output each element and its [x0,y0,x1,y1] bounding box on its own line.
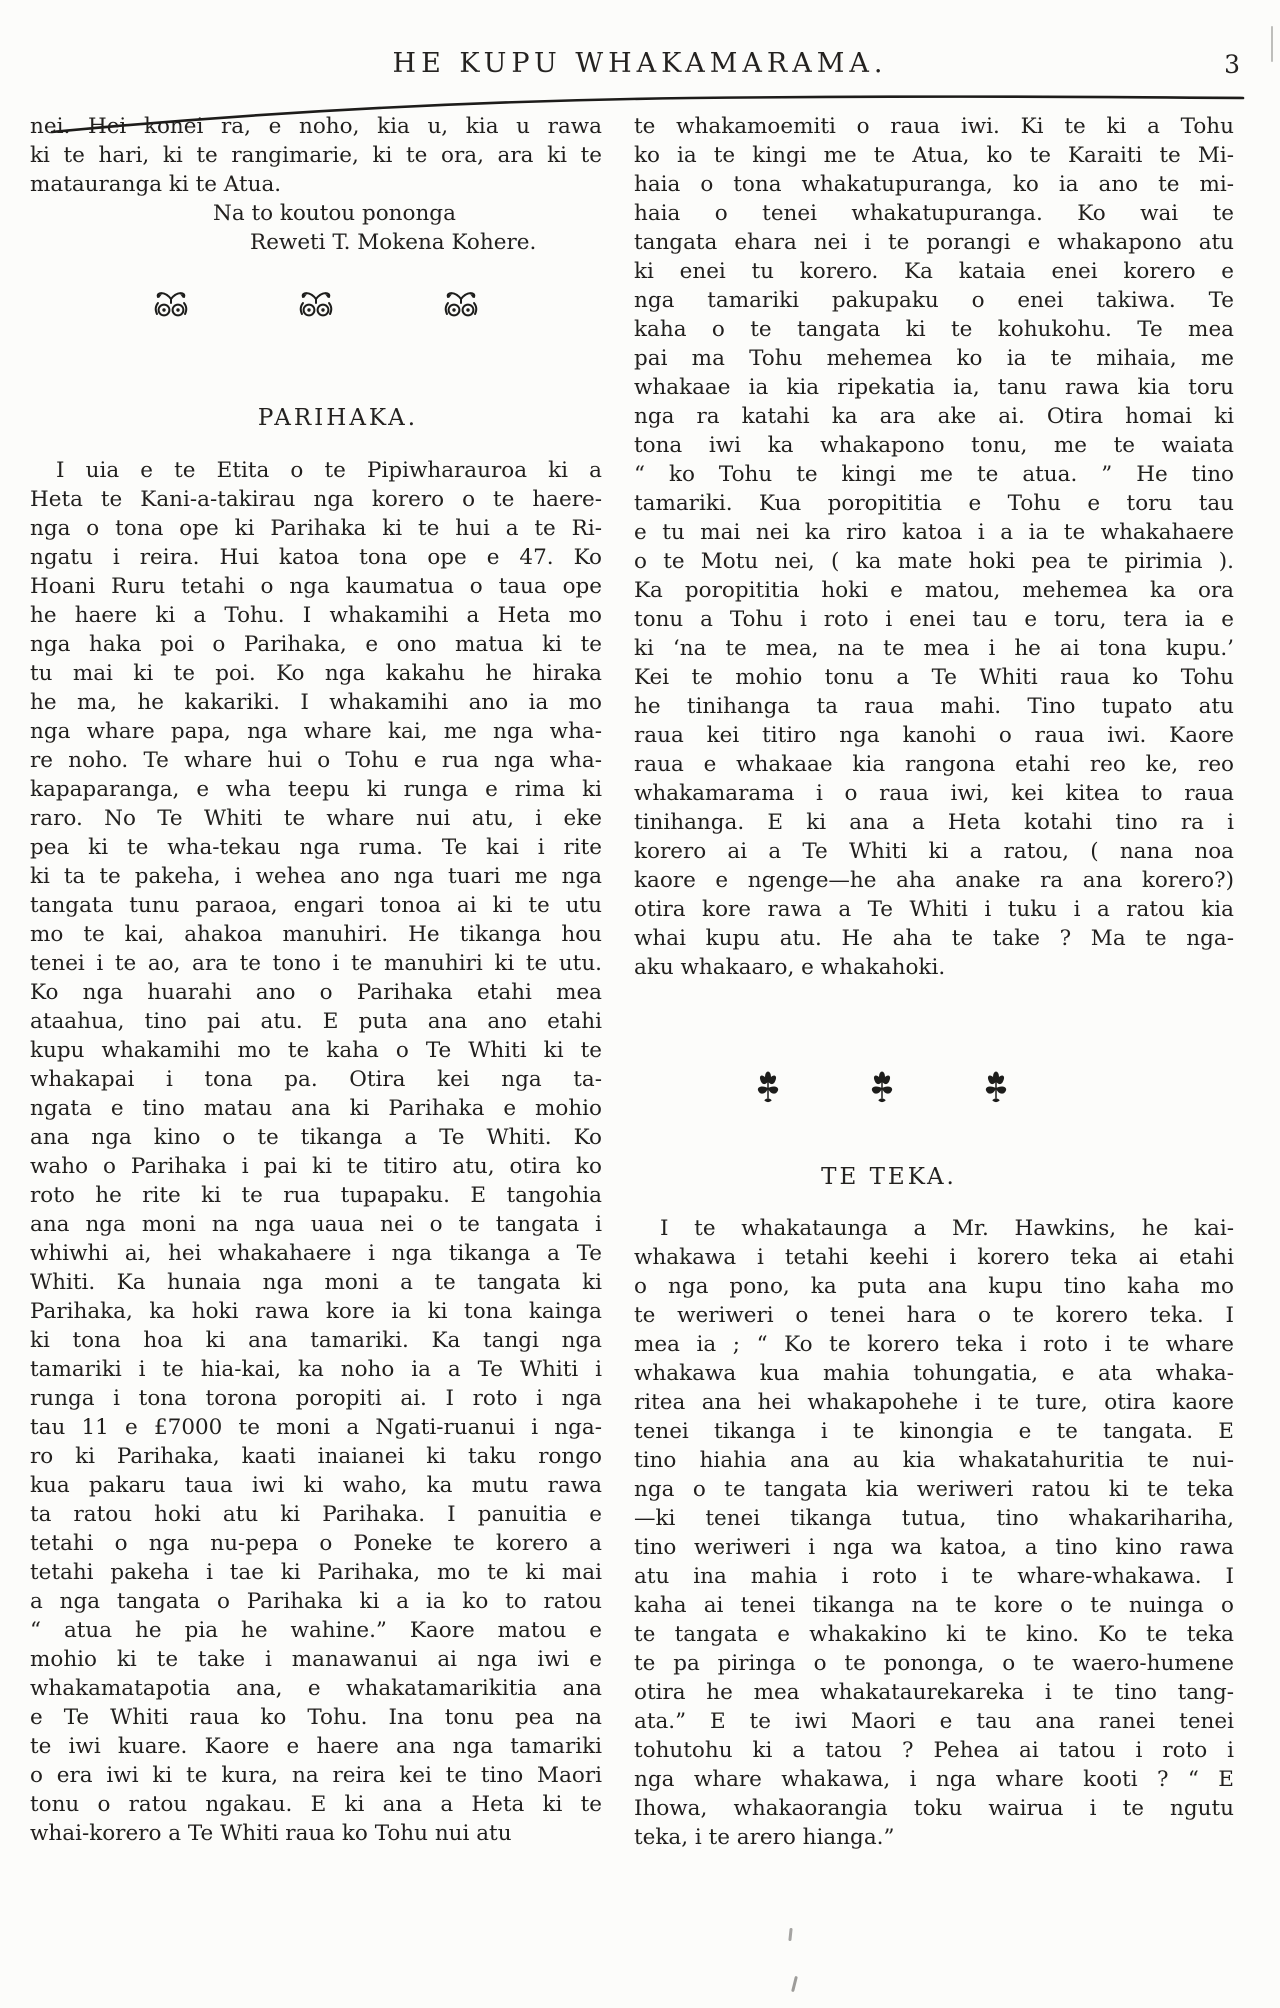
text-line: nei. Hei konei ra, e noho, kia u, kia u rawa [30,114,602,139]
text-line: he ma, he kakariki. I whakamihi ano ia mo [30,690,602,715]
te-teka-paragraph [634,1214,1234,1852]
text-line: kaha ai tenei tikanga na te kore o te nuinga o [634,1593,1234,1618]
scan-speck [788,1928,792,1941]
section-heading-te-teka: TE TEKA. [821,1164,957,1190]
text-line: tamariki. Kua poropititia e Tohu e toru tau [634,491,1234,516]
text-line: whai kupu atu. He aha te take ? Ma te nga- [634,926,1234,951]
text-line: te iwi kuare. Kaore e haere ana nga tamariki [30,1734,602,1759]
text-line: re noho. Te whare hui o Tohu e rua nga wha- [30,748,602,773]
scan-speck [791,1976,798,1992]
text-line: he tinihanga ta raua mahi. Tino tupato atu [634,694,1234,719]
signature-line-2: Reweti T. Mokena Kohere. [250,230,537,255]
text-line: te weriweri o tenei hara o te korero teka. I [634,1303,1234,1328]
text-line: nga tamariki pakupaku o enei takiwa. Te [634,288,1234,313]
text-line: e Te Whiti raua ko Tohu. Ina tonu pea na [30,1705,602,1730]
text-line: roto he rite ki te rua tupapaku. E tangohia [30,1183,602,1208]
text-line: I te whakataunga a Mr. Hawkins, he kai- [660,1216,1234,1241]
right-column [634,112,1234,1852]
text-line: tino weriweri i nga wa katoa, a tino kino rawa [634,1535,1234,1560]
text-line: otira kore rawa a Te Whiti i tuku i a ratou kia [634,897,1234,922]
text-line: haia o tona whakatupuranga, ko ia ano te mi- [634,172,1234,197]
scroll-fleuron-icon [296,286,336,320]
text-line: kapaparanga, e wha teepu ki runga e rima ki [30,777,602,802]
text-line: whakaae ia kia ripekatia ia, tanu rawa kia toru [634,375,1234,400]
text-line: whakapai i tona pa. Otira kei nga ta- [30,1067,602,1092]
text-line: aku whakaaro, e whakahoki. [634,955,946,980]
text-line: mohio ki te take i manawanui ai nga iwi e [30,1647,602,1672]
text-line: Kei te mohio tonu a Te Whiti raua ko Tohu [634,665,1234,690]
text-line: ta ratou hoki atu ki Parihaka. I panuitia e [30,1502,602,1527]
text-line: tau 11 e £7000 te moni a Ngati-ruanui i nga- [30,1415,602,1440]
text-line: e tu mai nei ka riro katoa i a ia te whakahaere [634,520,1234,545]
text-line: tohutohu ki a tatou ? Pehea ai tatou i roto i [634,1738,1234,1763]
section-heading-parihaka: PARIHAKA. [257,405,419,431]
text-line: ro ki Parihaka, kaati inaianei ki taku rongo [30,1444,602,1469]
text-line: tangata ehara nei i te porangi e whakapono atu [634,230,1234,255]
signature-line-1: Na to koutou pononga [213,201,456,226]
text-line: tu mai ki te poi. Ko nga kakahu he hiraka [30,661,602,686]
text-line: ritea ana hei whakapohehe i te ture, otira kaore [634,1390,1234,1415]
text-line: raua e whakaae kia rangona etahi reo ke, reo [634,752,1234,777]
intro-continuation-paragraph [30,112,602,199]
text-line: tonu o ratou ngakau. E ki ana a Heta ki te [30,1792,602,1817]
text-line: nga whare whakawa, i nga whare kooti ? “ E [634,1767,1234,1792]
text-line: otira he mea whakataurekareka i te tino tang- [634,1680,1234,1705]
text-line: korero ai a Te Whiti ki a ratou, ( nana noa [634,839,1234,864]
text-line: waho o Parihaka i pai ki te titiro atu, otira ko [30,1154,602,1179]
text-line: atu ina mahia i roto i te whare-whakawa. I [634,1564,1234,1589]
text-line: Heta te Kani-a-takirau nga korero o te haere- [30,487,602,512]
text-line: he haere ki a Tohu. I whakamihi a Heta mo [30,603,602,628]
flower-fleuron-icon [753,1070,783,1106]
text-line: tangata tunu paraoa, engari tonoa ai ki te utu [30,893,602,918]
text-line: raua kei titiro nga kanohi o raua iwi. Kaore [634,723,1234,748]
text-line: ngatu i reira. Hui katoa tona ope e 47. Ko [30,545,602,570]
text-line: Ka poropititia hoki e matou, mehemea ka ora [634,578,1234,603]
text-line: ki ‘na te mea, na te mea i he ai tona kupu.’ [634,636,1234,661]
text-line: whai-korero a Te Whiti raua ko Tohu nui atu [30,1821,512,1846]
text-line: whakawa i tetahi keehi i korero teka ai etahi [634,1245,1234,1270]
two-column-text [30,112,1234,1852]
text-line: ata.” E te iwi Maori e tau ana ranei tenei [634,1709,1234,1734]
text-line: matauranga ki te Atua. [30,172,282,197]
text-line: tamariki i te hia-kai, ka noho ia a Te Whiti i [30,1357,602,1382]
text-line: teka, i te arero hianga.” [634,1825,895,1850]
flower-fleuron-icon [981,1070,1011,1106]
text-line: ana nga moni na nga uaua nei o te tangata i [30,1212,602,1237]
text-line: Parihaka, ka hoki rawa kore ia ki tona kainga [30,1299,602,1324]
text-line: whakamarama i o raua iwi, kei kitea to raua [634,781,1234,806]
text-line: ki enei tu korero. Ka kataia enei korero e [634,259,1234,284]
text-line: Whiti. Ka hunaia nga moni a te tangata ki [30,1270,602,1295]
scan-artifact-edge [1271,26,1273,62]
text-line: nga haka poi o Parihaka, e ono matua ki te [30,632,602,657]
text-line: Ko nga huarahi ano o Parihaka etahi mea [30,980,602,1005]
text-line: I uia e te Etita o te Pipiwharauroa ki a [56,458,602,483]
text-line: o te Motu nei, ( ka mate hoki pea te pirimia ). [634,549,1234,574]
text-line: te whakamoemiti o raua iwi. Ki te ki a Tohu [634,114,1234,139]
text-line: tetahi o nga nu-pepa o Poneke te korero a [30,1531,602,1556]
text-line: ana nga kino o te tikanga a Te Whiti. Ko [30,1125,602,1150]
text-line: ki ta te pakeha, i wehea ano nga tuari me nga [30,864,602,889]
text-line: kua pakaru taua iwi ki waho, ka mutu rawa [30,1473,602,1498]
text-line: tona iwi ka whakapono tonu, me te waiata [634,433,1234,458]
text-line: ataahua, tino pai atu. E puta ana ano etahi [30,1009,602,1034]
text-line: runga i tona torona poropiti ai. I roto i nga [30,1386,602,1411]
left-column [30,112,602,1852]
text-line: a nga tangata o Parihaka ki a ia ko to ratou [30,1589,602,1614]
text-line: raro. No Te Whiti te whare nui atu, i eke [30,806,602,831]
text-line: tetahi pakeha i tae ki Parihaka, mo te ki mai [30,1560,602,1585]
text-line: “ atua he pia he wahine.” Kaore matou e [30,1618,602,1643]
text-line: te pa piringa o te pononga, o te waero-humene [634,1651,1234,1676]
text-line: “ ko Tohu te kingi me te atua. ” He tino [634,462,1234,487]
scroll-fleuron-icon [151,286,191,320]
text-line: tino hiahia ana au kia whakatahuritia te nui- [634,1448,1234,1473]
text-line: nga o tona ope ki Parihaka ki te hui a te Ri- [30,516,602,541]
parihaka-continuation-paragraph [634,112,1234,982]
text-line: whakamatapotia ana, e whakatamarikitia ana [30,1676,602,1701]
text-line: ki tona hoa ki ana tamariki. Ka tangi nga [30,1328,602,1353]
text-line: te tangata e whakakino ki te kino. Ko te teka [634,1622,1234,1647]
scroll-fleuron-icon [441,286,481,320]
text-line: whakawa kua mahia tohungatia, e ata whaka- [634,1361,1234,1386]
text-line: haia o tenei whakatupuranga. Ko wai te [634,201,1234,226]
page-number: 3 [1224,50,1240,79]
text-line: nga whare papa, nga whare kai, me nga wha- [30,719,602,744]
text-line: pea ki te wha-tekau nga ruma. Te kai i rite [30,835,602,860]
text-line: Ihowa, whakaorangia toku wairua i te ngutu [634,1796,1234,1821]
ornament-row-flower [582,1070,1182,1106]
flower-fleuron-icon [867,1070,897,1106]
text-line: —ki tenei tikanga tutua, tino whakarihariha, [634,1506,1234,1531]
text-line: kaore e ngenge—he aha anake ra ana korero?) [634,868,1234,893]
text-line: Hoani Ruru tetahi o nga kaumatua o taua ope [30,574,602,599]
parihaka-paragraph [30,456,602,1848]
text-line: kaha o te tangata ki te kohukohu. Te mea [634,317,1234,342]
text-line: mea ia ; “ Ko te korero teka i roto i te whare [634,1332,1234,1357]
text-line: whiwhi ai, hei whakahaere i nga tikanga a Te [30,1241,602,1266]
text-line: nga o te tangata kia weriweri ratou ki te teka [634,1477,1234,1502]
text-line: ko ia te kingi me te Atua, ko te Karaiti te Mi- [634,143,1234,168]
text-line: ki te hari, ki te rangimarie, ki te ora, ara ki te [30,143,602,168]
text-line: mo te kai, ahakoa manuhiri. He tikanga hou [30,922,602,947]
text-line: tinihanga. E ki ana a Heta kotahi tino ra i [634,810,1234,835]
ornament-row-scroll [30,285,602,321]
text-line: tonu a Tohu i roto i enei tau e toru, tera ia e [634,607,1234,632]
text-line: tenei tikanga i te kinongia e te tangata. E [634,1419,1234,1444]
masthead-title: HE KUPU WHAKAMARAMA. [392,48,888,79]
text-line: pai ma Tohu mehemea ko ia te mihaia, me [634,346,1234,371]
text-line: o nga pono, ka puta ana kupu tino kaha mo [634,1274,1234,1299]
text-line: o era iwi ki te kura, na reira kei te tino Maori [30,1763,602,1788]
text-line: tenei i te ao, ara te tono i te manuhiri ki te utu. [30,951,602,976]
text-line: nga ra katahi ka ara ake ai. Otira homai ki [634,404,1234,429]
text-line: ngata e tino matau ana ki Parihaka e mohio [30,1096,602,1121]
text-line: kupu whakamihi mo te kaha o Te Whiti ki te [30,1038,602,1063]
